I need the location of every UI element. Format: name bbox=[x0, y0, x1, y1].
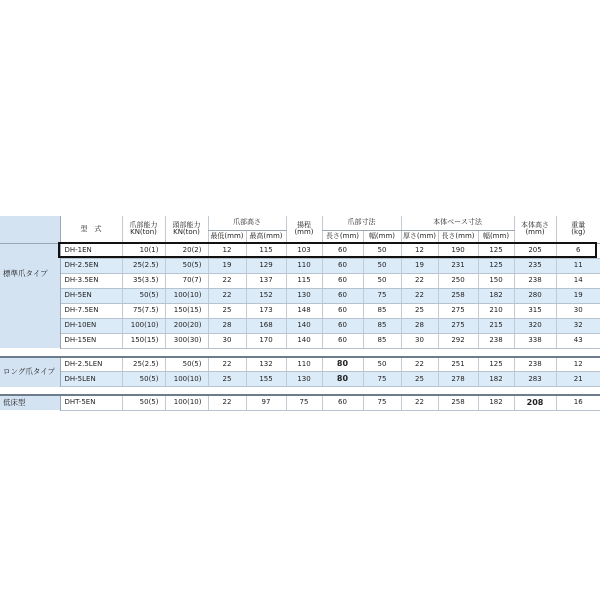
table-cell: 125 bbox=[478, 258, 514, 273]
table-cell: 85 bbox=[363, 318, 401, 333]
table-cell: 315 bbox=[514, 303, 556, 318]
table-cell: 280 bbox=[514, 288, 556, 303]
table-cell: 215 bbox=[478, 318, 514, 333]
table-cell: 22 bbox=[401, 288, 438, 303]
table-cell: 182 bbox=[478, 288, 514, 303]
table-cell: 70(7) bbox=[165, 273, 208, 288]
table-cell: 278 bbox=[438, 372, 478, 387]
table-cell: 12 bbox=[208, 243, 246, 258]
table-cell: 22 bbox=[401, 357, 438, 372]
category-label: ロング爪タイプ bbox=[0, 357, 60, 387]
table-cell: 140 bbox=[286, 318, 322, 333]
table-cell: 75(7.5) bbox=[122, 303, 165, 318]
header-base-len: 長さ(mm) bbox=[438, 230, 478, 243]
table-row bbox=[0, 303, 600, 318]
table-cell: 250 bbox=[438, 273, 478, 288]
table-row bbox=[0, 372, 600, 387]
header-jaw-dim: 爪部寸法 bbox=[322, 216, 401, 230]
table-cell: 137 bbox=[246, 273, 286, 288]
table-cell: 50 bbox=[363, 357, 401, 372]
table-cell: 11 bbox=[556, 258, 600, 273]
table-cell: 170 bbox=[246, 333, 286, 348]
table-cell: 50(5) bbox=[122, 372, 165, 387]
table-cell: 190 bbox=[438, 243, 478, 258]
header-jaw-capacity: 爪部能力 KN(ton) bbox=[122, 216, 165, 243]
model-cell: DHT-5EN bbox=[60, 395, 122, 410]
table-row bbox=[0, 288, 600, 303]
table-cell: 60 bbox=[322, 318, 363, 333]
table-cell: 80 bbox=[322, 357, 363, 372]
table-cell: 148 bbox=[286, 303, 322, 318]
section-gap bbox=[0, 387, 600, 396]
table-cell: 238 bbox=[478, 333, 514, 348]
table-cell: 32 bbox=[556, 318, 600, 333]
table-cell: 50 bbox=[363, 258, 401, 273]
table-cell: 19 bbox=[208, 258, 246, 273]
table-cell: 80 bbox=[322, 372, 363, 387]
table-cell: 85 bbox=[363, 333, 401, 348]
header-model: 型 式 bbox=[60, 216, 122, 243]
table-cell: 20(2) bbox=[165, 243, 208, 258]
table-cell: 182 bbox=[478, 372, 514, 387]
table-cell: 19 bbox=[556, 288, 600, 303]
table-cell: 155 bbox=[246, 372, 286, 387]
table-cell: 129 bbox=[246, 258, 286, 273]
table-cell: 22 bbox=[208, 273, 246, 288]
model-cell: DH-2.5LEN bbox=[60, 357, 122, 372]
header-jaw-len: 長さ(mm) bbox=[322, 230, 363, 243]
table-cell: 110 bbox=[286, 258, 322, 273]
header-base-dim: 本体ベース寸法 bbox=[401, 216, 514, 230]
table-cell: 22 bbox=[208, 288, 246, 303]
table-cell: 30 bbox=[556, 303, 600, 318]
table-row bbox=[0, 333, 600, 348]
table-row bbox=[0, 258, 600, 273]
table-row bbox=[0, 357, 600, 372]
table-cell: 100(10) bbox=[165, 288, 208, 303]
table-cell: 97 bbox=[246, 395, 286, 410]
table-cell: 115 bbox=[246, 243, 286, 258]
table-cell: 85 bbox=[363, 303, 401, 318]
table-cell: 320 bbox=[514, 318, 556, 333]
table-cell: 132 bbox=[246, 357, 286, 372]
header-stroke: 揚程 (mm) bbox=[286, 216, 322, 243]
table-cell: 50(5) bbox=[122, 288, 165, 303]
table-cell: 130 bbox=[286, 288, 322, 303]
table-cell: 238 bbox=[514, 273, 556, 288]
table-cell: 110 bbox=[286, 357, 322, 372]
table-cell: 12 bbox=[556, 357, 600, 372]
table-cell: 50 bbox=[363, 243, 401, 258]
table-cell: 10(1) bbox=[122, 243, 165, 258]
header-jaw-height: 爪部高さ bbox=[208, 216, 286, 230]
table-cell: 60 bbox=[322, 273, 363, 288]
model-cell: DH-3.5EN bbox=[60, 273, 122, 288]
category-label: 低床型 bbox=[0, 395, 60, 410]
table-row bbox=[0, 273, 600, 288]
table-cell: 30 bbox=[401, 333, 438, 348]
table-cell: 50(5) bbox=[165, 258, 208, 273]
table-cell: 60 bbox=[322, 258, 363, 273]
section-gap bbox=[0, 348, 600, 357]
table-cell: 338 bbox=[514, 333, 556, 348]
table-cell: 125 bbox=[478, 357, 514, 372]
category-label: 標準爪タイプ bbox=[0, 243, 60, 348]
table-cell: 60 bbox=[322, 288, 363, 303]
table-cell: 150(15) bbox=[122, 333, 165, 348]
table-cell: 258 bbox=[438, 395, 478, 410]
model-cell: DH-5EN bbox=[60, 288, 122, 303]
table-cell: 238 bbox=[514, 357, 556, 372]
table-cell: 75 bbox=[286, 395, 322, 410]
table-cell: 50(5) bbox=[122, 395, 165, 410]
model-cell: DH-1EN bbox=[60, 243, 122, 258]
table-cell: 22 bbox=[208, 395, 246, 410]
table-cell: 150 bbox=[478, 273, 514, 288]
model-cell: DH-5LEN bbox=[60, 372, 122, 387]
table-cell: 28 bbox=[208, 318, 246, 333]
header-body-height: 本体高さ (mm) bbox=[514, 216, 556, 243]
table-cell: 152 bbox=[246, 288, 286, 303]
table-cell: 14 bbox=[556, 273, 600, 288]
header-blank bbox=[0, 216, 60, 243]
table-cell: 28 bbox=[401, 318, 438, 333]
table-cell: 125 bbox=[478, 243, 514, 258]
table-cell: 35(3.5) bbox=[122, 273, 165, 288]
model-cell: DH-7.5EN bbox=[60, 303, 122, 318]
table-cell: 100(10) bbox=[165, 372, 208, 387]
model-cell: DH-2.5EN bbox=[60, 258, 122, 273]
table-row bbox=[0, 395, 600, 410]
table-cell: 300(30) bbox=[165, 333, 208, 348]
table-cell: 283 bbox=[514, 372, 556, 387]
table-cell: 140 bbox=[286, 333, 322, 348]
table-cell: 60 bbox=[322, 303, 363, 318]
table-cell: 292 bbox=[438, 333, 478, 348]
table-cell: 21 bbox=[556, 372, 600, 387]
header-base-width: 幅(mm) bbox=[478, 230, 514, 243]
table-cell: 30 bbox=[208, 333, 246, 348]
table-cell: 43 bbox=[556, 333, 600, 348]
table-cell: 258 bbox=[438, 288, 478, 303]
table-cell: 231 bbox=[438, 258, 478, 273]
table-cell: 150(15) bbox=[165, 303, 208, 318]
table-cell: 235 bbox=[514, 258, 556, 273]
table-cell: 12 bbox=[401, 243, 438, 258]
table-cell: 25(2.5) bbox=[122, 258, 165, 273]
header-base-thick: 厚さ(mm) bbox=[401, 230, 438, 243]
table-cell: 75 bbox=[363, 372, 401, 387]
header-jaw-height-max: 最高(mm) bbox=[246, 230, 286, 243]
table-cell: 251 bbox=[438, 357, 478, 372]
table-cell: 130 bbox=[286, 372, 322, 387]
table-cell: 100(10) bbox=[122, 318, 165, 333]
table-cell: 25 bbox=[401, 303, 438, 318]
table-cell: 168 bbox=[246, 318, 286, 333]
table-cell: 173 bbox=[246, 303, 286, 318]
table-cell: 25 bbox=[208, 372, 246, 387]
table-cell: 182 bbox=[478, 395, 514, 410]
table-cell: 60 bbox=[322, 333, 363, 348]
table-cell: 22 bbox=[208, 357, 246, 372]
table-cell: 75 bbox=[363, 288, 401, 303]
table-cell: 50(5) bbox=[165, 357, 208, 372]
table-cell: 16 bbox=[556, 395, 600, 410]
table-cell: 115 bbox=[286, 273, 322, 288]
table-cell: 60 bbox=[322, 395, 363, 410]
table-cell: 200(20) bbox=[165, 318, 208, 333]
header-weight: 重量 (kg) bbox=[556, 216, 600, 243]
table-cell: 208 bbox=[514, 395, 556, 410]
table-cell: 6 bbox=[556, 243, 600, 258]
table-cell: 22 bbox=[401, 395, 438, 410]
table-cell: 103 bbox=[286, 243, 322, 258]
table-cell: 60 bbox=[322, 243, 363, 258]
table-cell: 75 bbox=[363, 395, 401, 410]
table-cell: 210 bbox=[478, 303, 514, 318]
spec-table bbox=[0, 216, 600, 411]
table-cell: 275 bbox=[438, 318, 478, 333]
model-cell: DH-15EN bbox=[60, 333, 122, 348]
table-row bbox=[0, 243, 600, 258]
table-cell: 25(2.5) bbox=[122, 357, 165, 372]
table-cell: 22 bbox=[401, 273, 438, 288]
table-cell: 25 bbox=[208, 303, 246, 318]
header-jaw-width: 幅(mm) bbox=[363, 230, 401, 243]
table-cell: 25 bbox=[401, 372, 438, 387]
table-cell: 100(10) bbox=[165, 395, 208, 410]
table-cell: 205 bbox=[514, 243, 556, 258]
table-row bbox=[0, 318, 600, 333]
header-jaw-height-min: 最低(mm) bbox=[208, 230, 246, 243]
table-cell: 50 bbox=[363, 273, 401, 288]
table-cell: 19 bbox=[401, 258, 438, 273]
model-cell: DH-10EN bbox=[60, 318, 122, 333]
table-cell: 275 bbox=[438, 303, 478, 318]
header-head-capacity: 頭部能力 KN(ton) bbox=[165, 216, 208, 243]
